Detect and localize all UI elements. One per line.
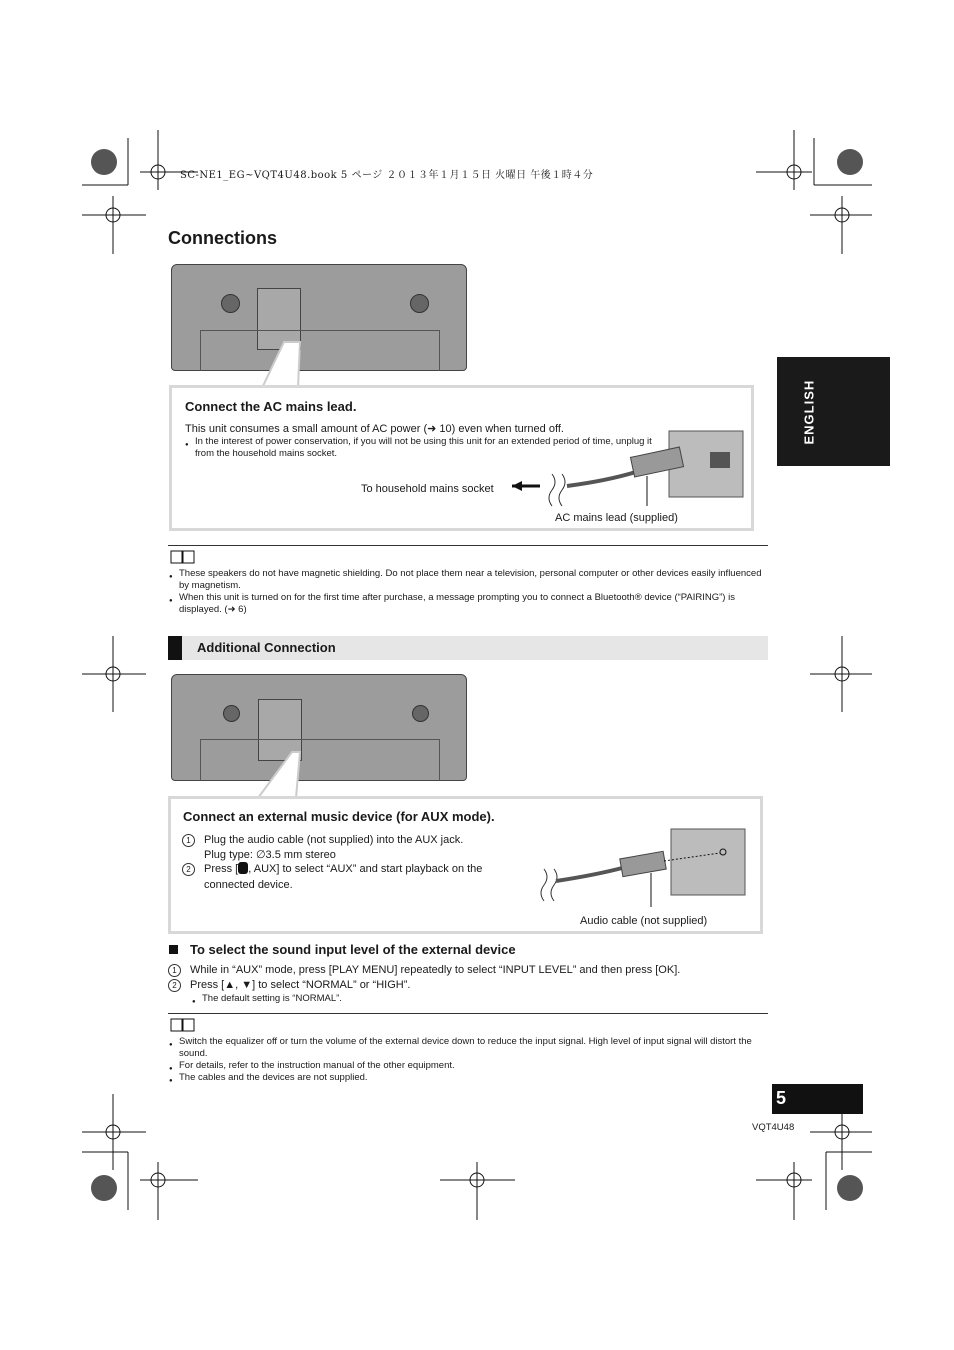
note-item: ● The cables and the devices are not supplied. xyxy=(179,1072,769,1084)
ac-callout-bullet: ● In the interest of power conservation, if you will not be using this unit for an extended period of time, unplug it from the household mains socket. xyxy=(195,436,655,460)
input-level-step-1: While in “AUX” mode, press [PLAY MENU] repeatedly to select “INPUT LEVEL” and then press [OK]. xyxy=(190,964,681,976)
book-icon xyxy=(170,550,196,564)
notes-list xyxy=(179,568,769,616)
note-item: ● These speakers do not have magnetic shielding. Do not place them near a television, personal computer or other devices easily influenced by magnetism. xyxy=(179,568,769,592)
step-marker: 1 xyxy=(168,964,181,977)
note-item: ● Switch the equalizer off or turn the volume of the external device down to reduce the input signal. High level of input signal will distort the sound. xyxy=(179,1036,769,1060)
step-marker: 1 xyxy=(182,834,195,847)
aux-callout-heading: Connect an external music device (for AUX mode). xyxy=(183,809,495,824)
input-level-heading: To select the sound input level of the external device xyxy=(190,942,516,957)
aux-step-2 xyxy=(204,862,482,876)
section-marker xyxy=(168,636,182,660)
label-audio-cable: Audio cable (not supplied) xyxy=(580,915,708,927)
notes-list xyxy=(179,1036,769,1084)
speaker-port-left xyxy=(221,294,240,313)
page-number-box xyxy=(772,1084,863,1114)
aux-step-1: Plug the audio cable (not supplied) into the AUX jack. xyxy=(204,834,464,846)
aux-step-2-press: Press [ xyxy=(204,863,239,875)
aux-step-2-rest: , AUX] to select “AUX” and start playback on the xyxy=(248,863,483,875)
aux-step-2-cont: connected device. xyxy=(204,879,293,891)
stand xyxy=(200,739,440,781)
ac-callout xyxy=(169,385,754,531)
bluetooth-icon xyxy=(238,862,248,874)
stand xyxy=(200,330,440,371)
ac-callout-body: This unit consumes a small amount of AC power (➜ 10) even when turned off. xyxy=(185,423,564,435)
callout-pointer xyxy=(256,750,306,800)
speaker-port-left xyxy=(223,705,240,722)
label-household-socket: To household mains socket xyxy=(361,483,494,495)
callout-pointer xyxy=(260,340,320,390)
page-title: Connections xyxy=(168,228,278,248)
label-ac-lead: AC mains lead (supplied) xyxy=(555,512,678,524)
language-tab xyxy=(777,357,890,466)
audio-cable-illustration xyxy=(536,827,756,907)
aux-step-1-sub: Plug type: ∅3.5 mm stereo xyxy=(204,849,336,861)
input-level-step-2: Press [▲, ▼] to select “NORMAL” or “HIGH”. xyxy=(190,979,411,991)
book-icon xyxy=(170,1018,196,1032)
language-tab-label: ENGLISH xyxy=(801,379,817,445)
step-marker: 2 xyxy=(168,979,181,992)
page-number: 5 xyxy=(776,1088,787,1108)
document-code: VQT4U48 xyxy=(752,1122,795,1133)
speaker-port-right xyxy=(410,294,429,313)
speaker-port-right xyxy=(412,705,429,722)
section-header xyxy=(168,636,768,660)
aux-callout xyxy=(168,796,763,934)
step-marker: 2 xyxy=(182,863,195,876)
input-level-bullet: ● The default setting is “NORMAL”. xyxy=(202,993,342,1005)
unit-rear-illustration-aux xyxy=(171,674,467,781)
file-header: SC-NE1_EG~VQT4U48.book 5 ページ ２０１３年１月１５日 火曜日 午後１時４分 xyxy=(180,170,594,181)
input-level-marker xyxy=(169,945,178,954)
divider xyxy=(168,1013,768,1014)
note-item: ● For details, refer to the instruction manual of the other equipment. xyxy=(179,1060,769,1072)
section-title: Additional Connection xyxy=(197,640,336,655)
ac-callout-heading: Connect the AC mains lead. xyxy=(185,399,357,414)
note-item: ● When this unit is turned on for the first time after purchase, a message prompting you to connect a Bluetooth® device (“PAIRING”) is displayed. (➜ 6) xyxy=(179,592,769,616)
ac-lead-illustration xyxy=(512,430,752,510)
divider xyxy=(168,545,768,546)
